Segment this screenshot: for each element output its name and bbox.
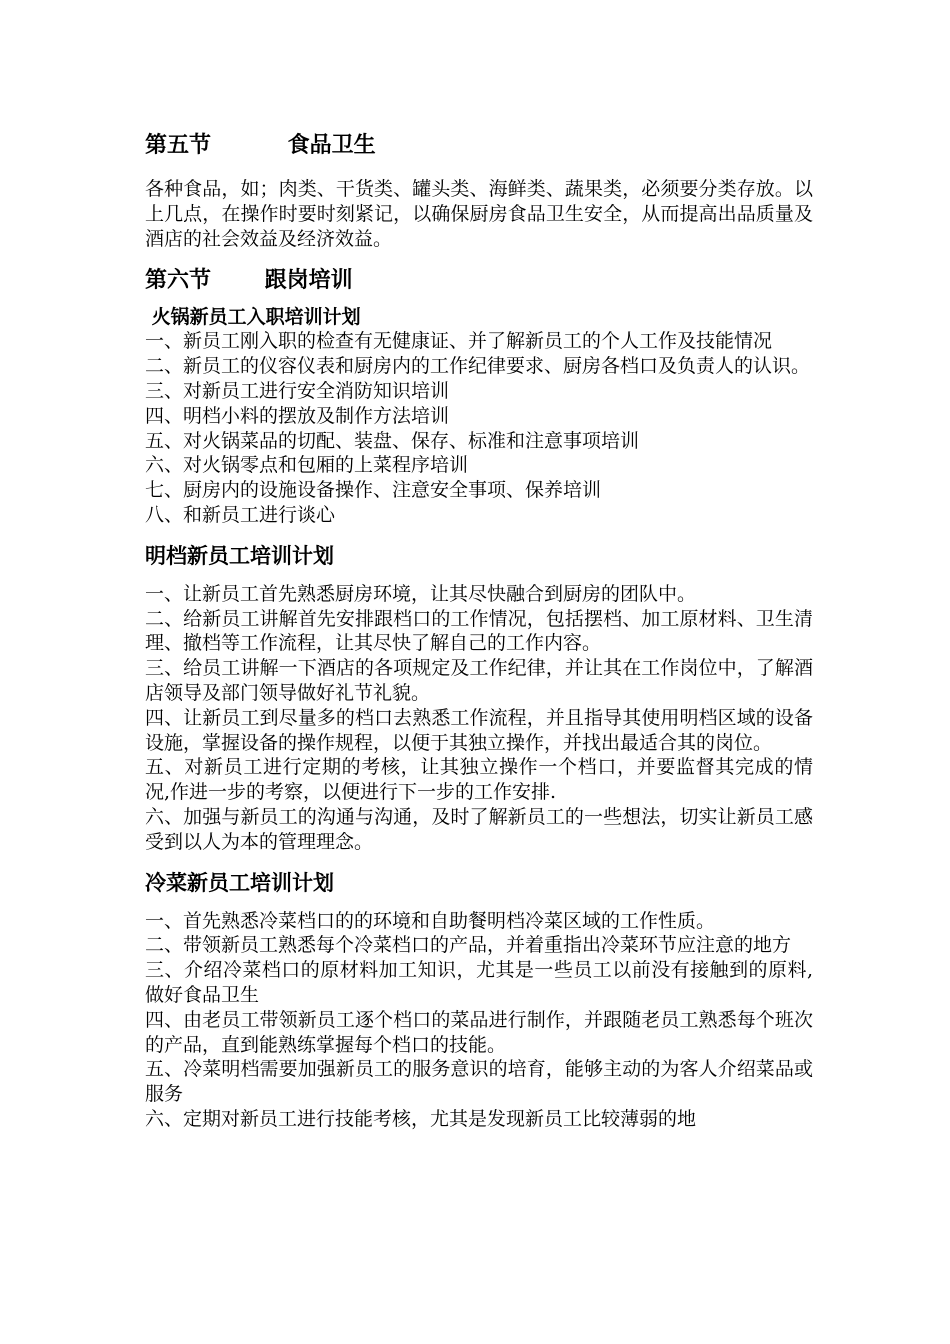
list-item: 四、让新员工到尽量多的档口去熟悉工作流程，并且指导其使用明档区域的设备设施，掌握设备的操作规程，以便于其独立操作，并找出最适合其的岗位。	[145, 706, 813, 754]
lengcai-plan-title: 冷菜新员工培训计划	[145, 870, 334, 895]
list-item: 二、新员工的仪容仪表和厨房内的工作纪律要求、厨房各档口及负责人的认识。	[145, 355, 811, 378]
list-item: 二、给新员工讲解首先安排跟档口的工作情况，包括摆档、加工原材料、卫生清理、撤档等工作流程，让其尽快了解自己的工作内容。	[145, 607, 813, 655]
list-item: 一、新员工刚入职的检查有无健康证、并了解新员工的个人工作及技能情况	[145, 330, 773, 353]
list-item: 四、由老员工带领新员工逐个档口的菜品进行制作，并跟随老员工熟悉每个班次的产品，直到能熟练掌握每个档口的技能。	[145, 1008, 813, 1056]
list-item: 五、冷菜明档需要加强新员工的服务意识的培育，能够主动的为客人介绍菜品或服务	[145, 1058, 813, 1106]
list-item: 六、定期对新员工进行技能考核，尤其是发现新员工比较薄弱的地	[145, 1107, 697, 1130]
list-item: 二、带领新员工熟悉每个冷菜档口的产品，并着重指出冷菜环节应注意的地方	[145, 934, 792, 957]
mingdang-plan-title: 明档新员工培训计划	[145, 543, 334, 568]
list-item: 五、对新员工进行定期的考核，让其独立操作一个档口，并要监督其完成的情况,作进一步的考察，以便进行下一步的工作安排.	[145, 756, 813, 804]
list-item: 三、对新员工进行安全消防知识培训	[145, 379, 450, 402]
document-page	[145, 132, 813, 1132]
lengcai-plan-list	[145, 909, 813, 1132]
section5-body: 各种食品，如；肉类、干货类、罐头类、海鲜类、蔬果类，必须要分类存放。以上几点，在操作时要时刻紧记，以确保厨房食品卫生安全，从而提高出品质量及酒店的社会效益及经济效益。	[145, 178, 813, 250]
list-item: 一、让新员工首先熟悉厨房环境，让其尽快融合到厨房的团队中。	[145, 582, 697, 605]
list-item: 六、加强与新员工的沟通与沟通，及时了解新员工的一些想法，切实让新员工感受到以人为本的管理理念。	[145, 805, 813, 853]
section5-title: 第五节 食品卫生	[145, 133, 376, 158]
list-item: 八、和新员工进行谈心	[145, 503, 336, 526]
section6-title: 第六节 跟岗培训	[145, 268, 353, 294]
list-item: 六、对火锅零点和包厢的上菜程序培训	[145, 454, 469, 477]
list-item: 五、对火锅菜品的切配、装盘、保存、标准和注意事项培训	[145, 429, 640, 452]
mingdang-plan-list	[145, 582, 813, 855]
hotpot-plan-title: 火锅新员工入职培训计划	[145, 306, 361, 329]
list-item: 一、首先熟悉冷菜档口的的环境和自助餐明档冷菜区域的工作性质。	[145, 909, 716, 932]
list-item: 三、给员工讲解一下酒店的各项规定及工作纪律，并让其在工作岗位中，了解酒店领导及部门领导做好礼节礼貌。	[145, 657, 813, 704]
list-item: 三、介绍冷菜档口的原材料加工知识，尤其是一些员工以前没有接触到的原料,做好食品卫生	[145, 959, 813, 1006]
list-item: 七、厨房内的设施设备操作、注意安全事项、保养培训	[145, 479, 602, 502]
hotpot-plan-list	[145, 329, 813, 527]
list-item: 四、明档小料的摆放及制作方法培训	[145, 404, 450, 427]
